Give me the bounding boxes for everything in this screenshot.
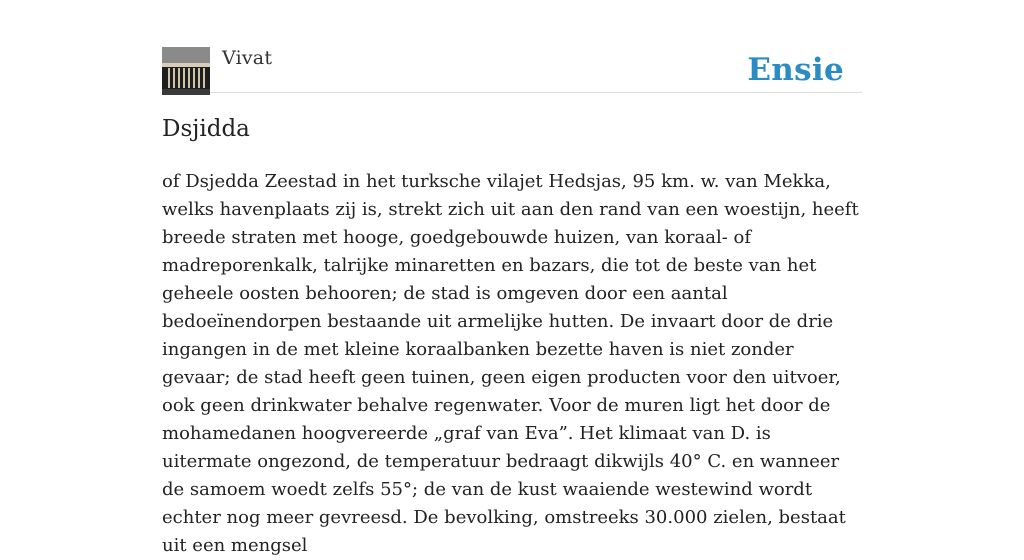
bookshelf-avatar-icon [162, 47, 210, 95]
brand-logo[interactable]: Ensie [747, 52, 844, 88]
site-header [162, 46, 862, 93]
article-title: Dsjidda [162, 116, 250, 142]
article-body: of Dsjedda Zeestad in het turksche vilajet Hedsjas, 95 km. w. van Mekka, welks havenplaats zij is, strekt zich uit aan den rand van een woestijn, heeft breede straten met hooge, goedgebouwde huizen, van koraal- of madreporenkalk, talrijke minaretten en bazars, die tot de beste van het geheele oosten behooren; de stad is omgeven door een aantal bedoeïnendorpen bestaande uit armelijke hutten. De invaart door de drie ingangen in de met kleine koraalbanken bezette haven is niet zonder gevaar; de stad heeft geen tuinen, geen eigen producten voor den uitvoer, ook geen drinkwater behalve regenwater. Voor de muren ligt het door de mohamedanen hoogvereerde „graf van Eva”. Het klimaat van D. is uitermate ongezond, de temperatuur bedraagt dikwijls 40° C. en wanneer de samoem woedt zelfs 55°; de van de kust waaiende westewind wordt echter nog meer gevreesd. De bevolking, omstreeks 30.000 zielen, bestaat uit een mengsel [162, 171, 859, 556]
author-name[interactable]: Vivat [222, 47, 273, 69]
author-avatar[interactable] [162, 47, 210, 95]
